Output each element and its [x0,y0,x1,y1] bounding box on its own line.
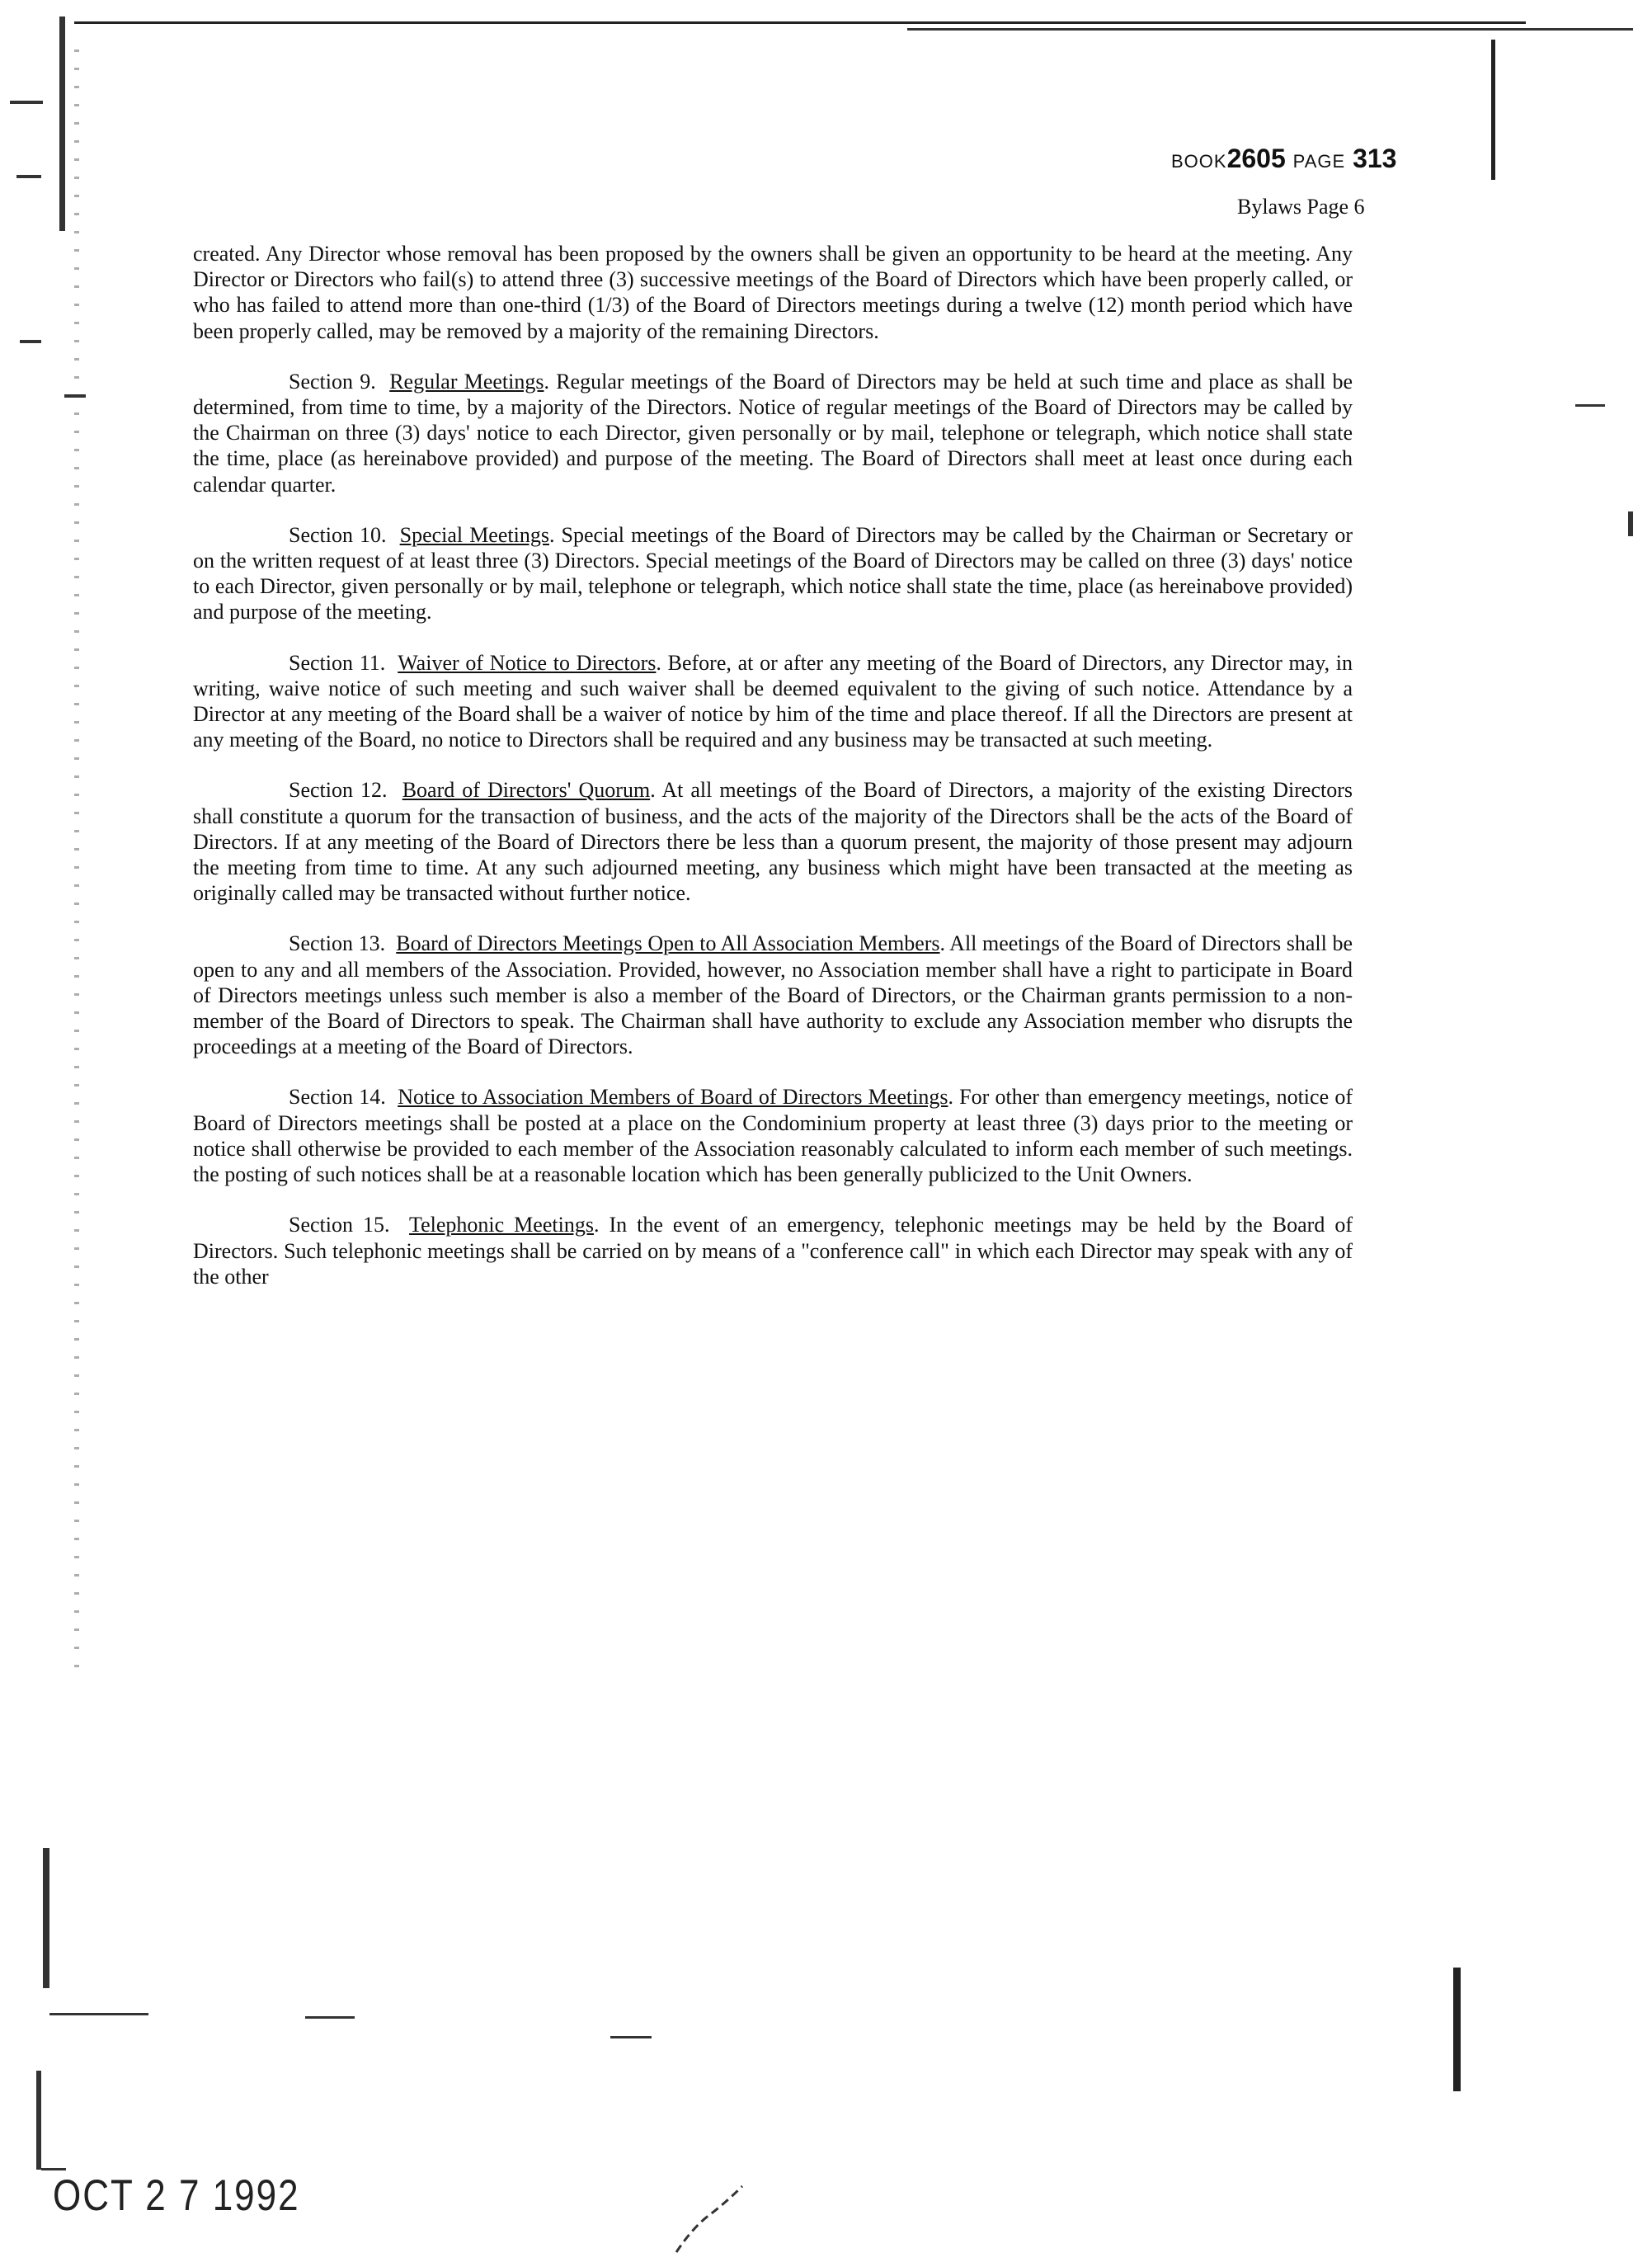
section-text: . In the event of an emergency, telephonic meetings may be held by the Board of Directors. Such telephonic meetings shall be carried on by means of a "conference call" in which each Director may speak with any of the other [193,1213,1353,1289]
scan-edge-line [74,21,1526,24]
scan-edge-mark [610,2036,652,2038]
recorded-page-number: 313 [1353,144,1397,173]
handwritten-mark-icon [668,2178,751,2260]
scan-edge-mark [10,101,43,104]
section-15 [193,1212,1353,1289]
scan-edge-mark [64,394,86,398]
date-stamp: OCT 2 7 1992 [53,2171,300,2220]
section-heading: Telephonic Meetings [409,1213,594,1237]
scan-edge-mark [1491,40,1495,180]
book-number: 2605 [1226,144,1286,173]
section-number: Section 15. [289,1213,390,1237]
scan-edge-mark [1628,511,1633,536]
section-text: . Special meetings of the Board of Directors may be called by the Chairman or Secretary or on the written request of at least three (3) Directors. Special meetings of the Board of Directors may be called on three (3) days' notice to each Director, given personally or by mail, telephone or telegraph, which notice shall state the time, place (as hereinabove provided) and purpose of the meeting. [193,522,1353,624]
section-heading: Board of Directors' Quorum [402,778,651,803]
section-13 [193,931,1353,1059]
section-number: Section 10. [289,522,387,547]
section-text: . All meetings of the Board of Directors shall be open to any and all members of the Association. Provided, however, no Association member shall have a right to participate in Board of Directors meetings unless such member is also a member of the Board of Directors, or the Chairman grants permission to a non-member of the Board of Directors to speak. The Chairman shall have authority to exclude any Association member who disrupts the proceedings at a meeting of the Board of Directors. [193,931,1353,1059]
section-9 [193,369,1353,497]
book-label: BOOK [1171,151,1227,172]
scan-edge-mark [41,2168,66,2170]
section-14 [193,1084,1353,1187]
scan-edge-mark [305,2016,355,2019]
section-12 [193,777,1353,906]
scan-edge-mark [49,2013,148,2015]
document-body [193,241,1353,1314]
section-text: . For other than emergency meetings, notice of Board of Directors meetings shall be posted at a place on the Condominium property at least three (3) days prior to the meeting or notice shall otherwise be provided to each member of the Association reasonably calculated to inform each member of such meetings. the posting of such notices shall be at a reasonable location which has been generally publicized to the Unit Owners. [193,1085,1353,1187]
scan-edge-mark [20,340,41,343]
scan-edge-mark [1453,1968,1461,2091]
document-page-label: Bylaws Page 6 [1237,195,1365,219]
scan-edge-mark [59,16,65,231]
section-11 [193,650,1353,753]
section-heading: Notice to Association Members of Board of Directors Meetings [398,1085,948,1110]
section-number: Section 12. [289,778,388,803]
paragraph-text: created. Any Director whose removal has been proposed by the owners shall be given an opportunity to be heard at the meeting. Any Director or Directors who fail(s) to attend three (3) successive meetings of the Board of Directors which have been properly called, or who has failed to attend more than one-third (1/3) of the Board of Directors meetings during a twelve (12) month period which have been properly called, may be removed by a majority of the remaining Directors. [193,242,1353,343]
section-heading: Board of Directors Meetings Open to All Association Members [396,931,940,956]
scan-edge-mark [43,1848,49,1988]
section-number: Section 14. [289,1085,386,1110]
section-text: . At all meetings of the Board of Directors, a majority of the existing Directors shall constitute a quorum for the transaction of business, and the acts of the majority of the Directors shall be the acts of the Board of Directors. If at any meeting of the Board of Directors there be less than a quorum present, the majority of those present may adjourn the meeting from time to time. At any such adjourned meeting, any business which might have been transacted at the meeting as originally called may be transacted without further notice. [193,778,1353,906]
section-heading: Waiver of Notice to Directors [398,650,657,675]
scan-edge-mark [36,2071,41,2170]
section-number: Section 9. [289,369,376,394]
section-10 [193,522,1353,625]
section-number: Section 11. [289,650,386,675]
section-number: Section 13. [289,931,386,956]
paragraph-continuation [193,241,1353,344]
section-heading: Regular Meetings [389,369,544,394]
section-text: . Before, at or after any meeting of the Board of Directors, any Director may, in writing, waive notice of such meeting and such waiver shall be deemed equivalent to the giving of such notice. Attendance by a Director at any meeting of the Board shall be a waiver of notice by him of the time and place thereof. If all the Directors are present at any meeting of the Board, no notice to Directors shall be required and any business may be transacted at such meeting. [193,650,1353,752]
page-label: PAGE [1292,151,1346,172]
scan-edge-mark [1575,404,1605,407]
section-text: . Regular meetings of the Board of Directors may be held at such time and place as shall be determined, from time to time, by a majority of the Directors. Notice of regular meetings of the Board of Directors may be called by the Chairman on three (3) days' notice to each Director, given personally or by mail, telephone or telegraph, which notice shall state the time, place (as hereinabove provided) and purpose of the meeting. The Board of Directors shall meet at least once during each calendar quarter. [193,369,1353,497]
scan-edge-line [907,28,1633,31]
scan-edge-noise [74,49,79,1683]
book-page-reference [1171,144,1397,186]
scan-edge-mark [16,175,41,178]
section-heading: Special Meetings [399,522,549,547]
